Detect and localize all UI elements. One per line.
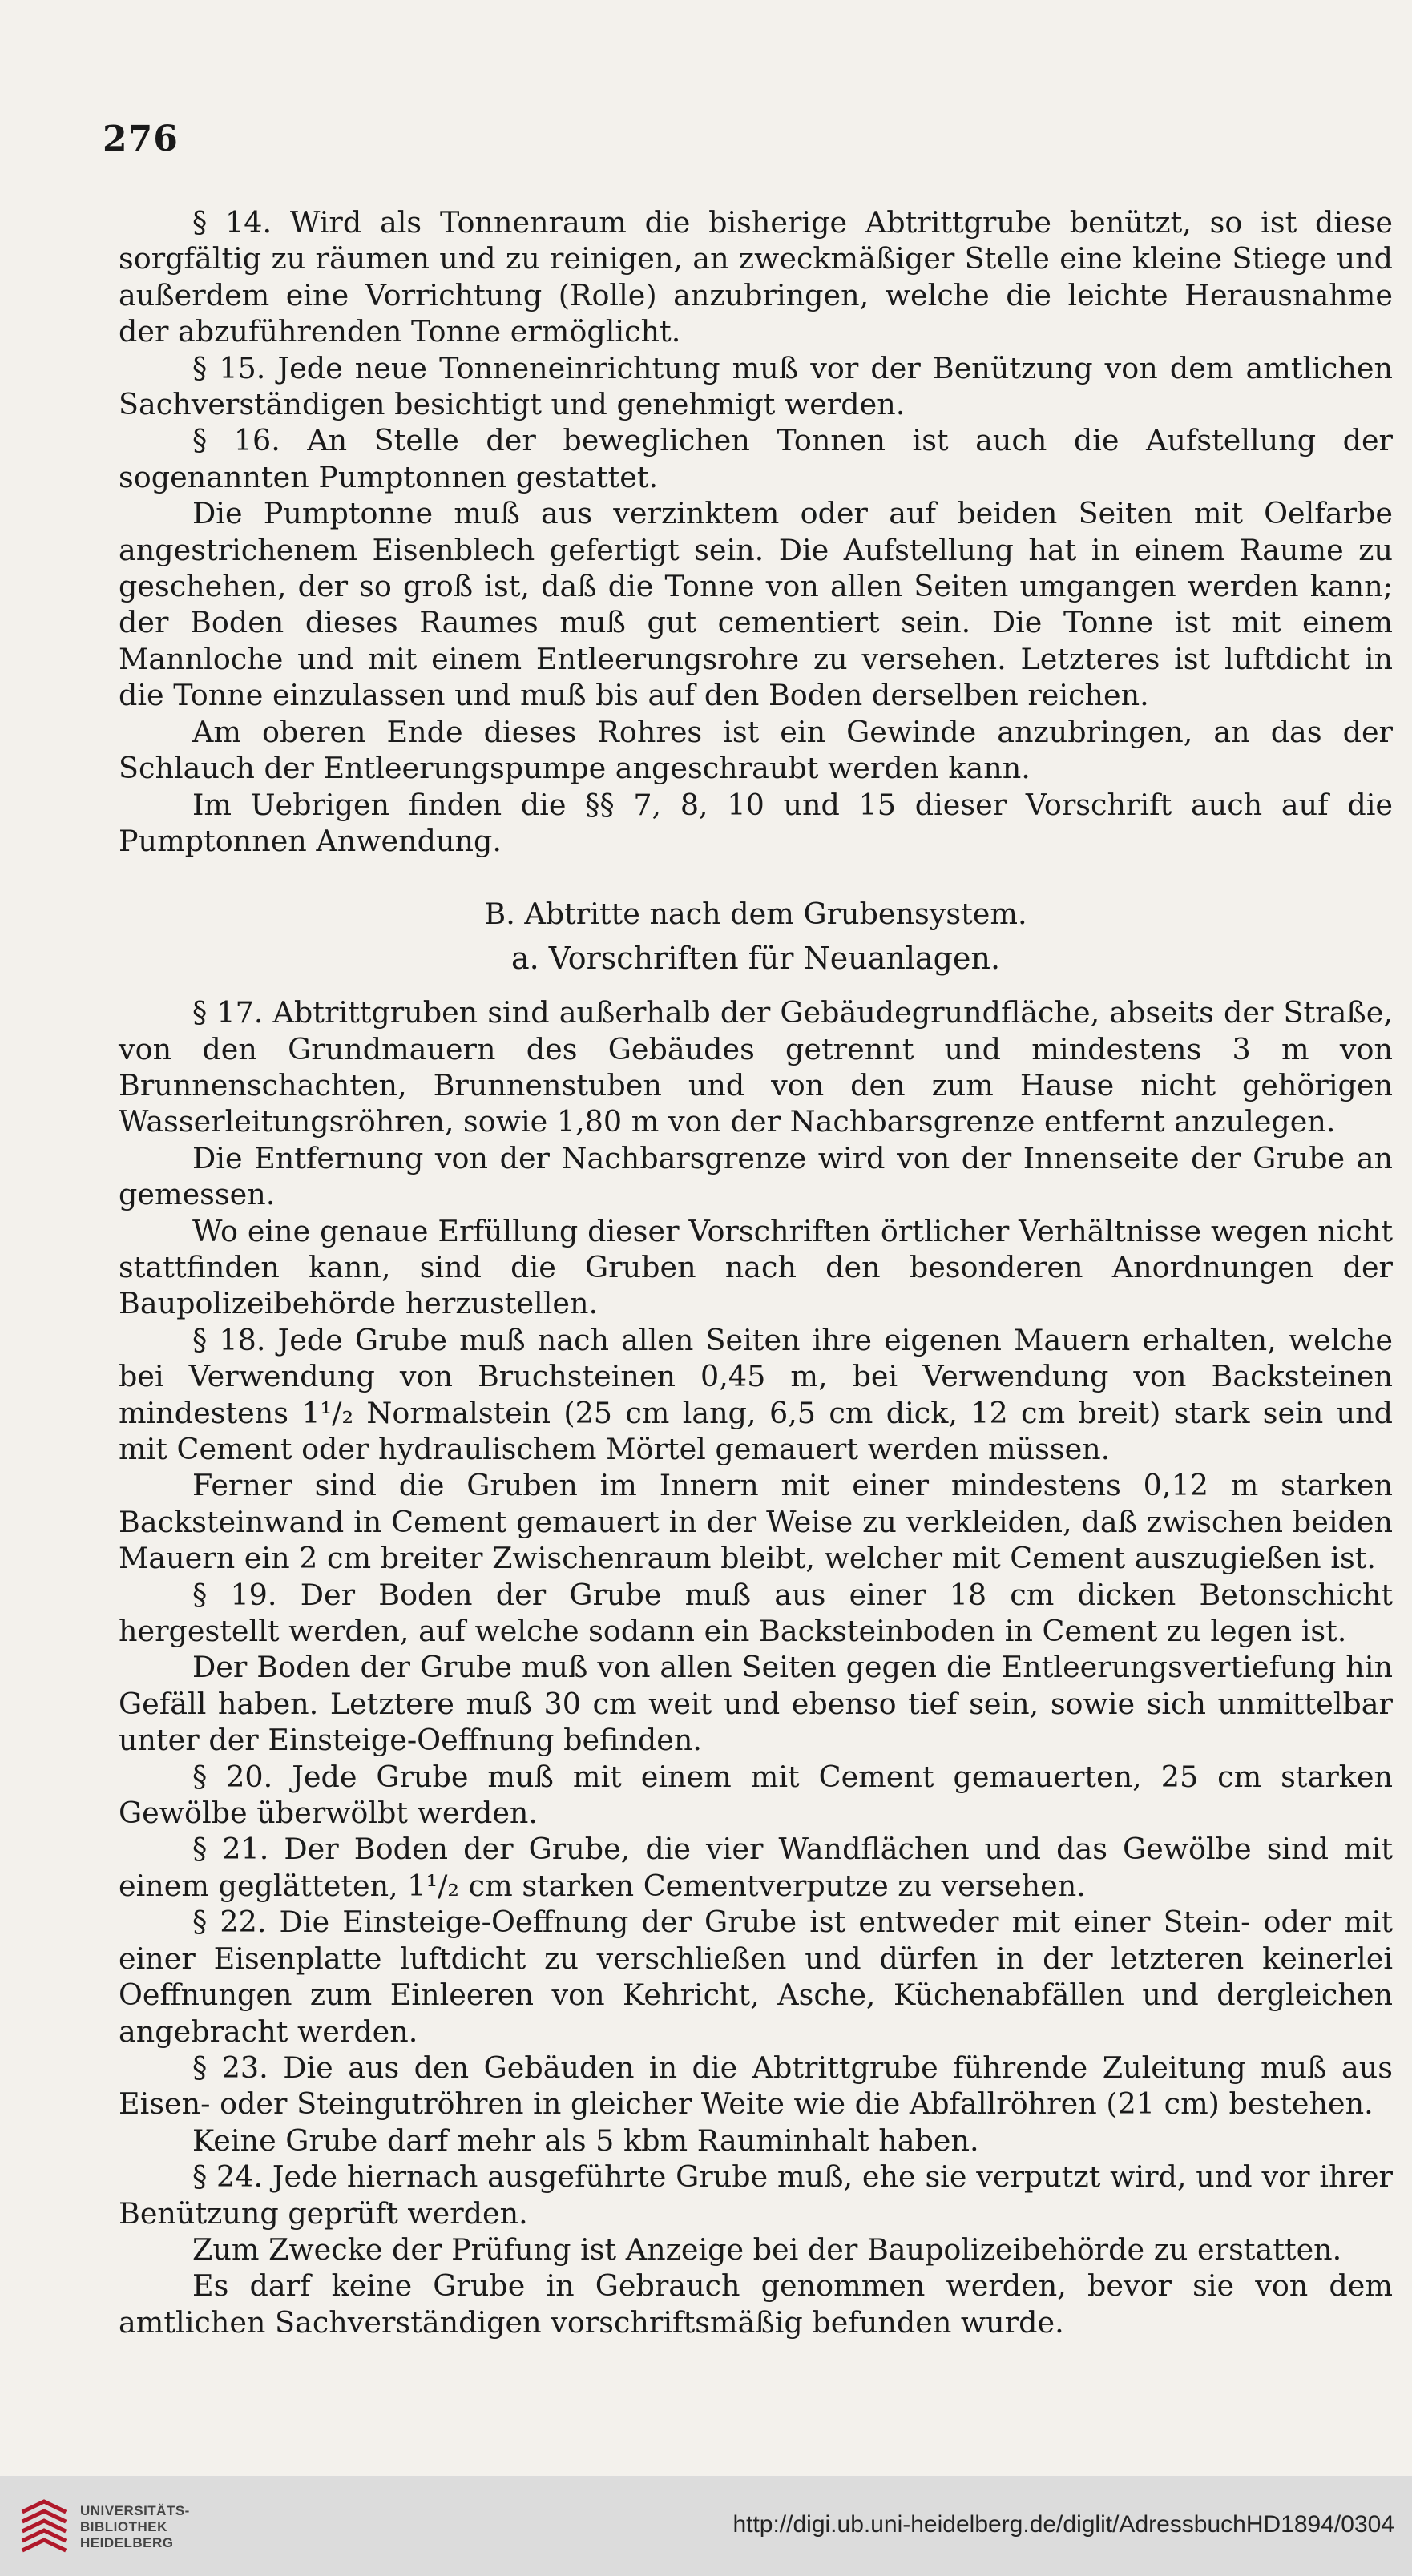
- source-url-link[interactable]: http://digi.ub.uni-heidelberg.de/diglit/AdressbuchHD1894/0304: [732, 2511, 1394, 2538]
- paragraph-18-ferner: Ferner sind die Gruben im Innern mit einer mindestens 0,12 m starken Backsteinwand in Cement gemauert in der Weise zu verkleiden, daß zwischen beiden Mauern ein 2 cm breiter Zwischenraum bleibt, welcher mit Cement auszugießen ist.: [119, 1468, 1393, 1576]
- paragraph-24-pruefung: Zum Zwecke der Prüfung ist Anzeige bei der Baupolizeibehörde zu erstatten.: [192, 2231, 1342, 2267]
- logo-line-2: BIBLIOTHEK: [80, 2519, 167, 2534]
- logo-line-3: HEIDELBERG: [80, 2535, 174, 2550]
- paragraph-19-boden: Der Boden der Grube muß von allen Seiten gegen die Entleerungsvertiefung hin Gefäll haben. Letztere muß 30 cm weit und ebenso tief sein, sowie sich unmittelbar unter der Einsteige-Oeffnung befinden.: [119, 1650, 1393, 1758]
- university-library-logo-icon: [16, 2495, 72, 2559]
- page-number: 276: [103, 119, 179, 159]
- text-body: [119, 204, 1393, 2340]
- paragraph-17: § 17. Abtrittgruben sind außerhalb der Gebäudegrundfläche, abseits der Straße, von den Grundmauern des Gebäudes getrennt und mindestens 3 m von Brunnenschachten, Brunnenstuben und von den zum Hause nicht gehörigen Wasserleitungsröhren, sowie 1,80 m von der Nachbarsgrenze entfernt anzulegen.: [119, 995, 1393, 1139]
- logo-text: [80, 2503, 190, 2551]
- paragraph-17-entfernung: Die Entfernung von der Nachbarsgrenze wird von der Innenseite der Grube an gemessen.: [119, 1140, 1393, 1212]
- paragraph-20: § 20. Jede Grube muß mit einem mit Cement gemauerten, 25 cm starken Gewölbe überwölbt werden.: [119, 1759, 1393, 1831]
- paragraph-24: § 24. Jede hiernach ausgeführte Grube muß, ehe sie verputzt wird, und vor ihrer Benützung geprüft werden.: [119, 2159, 1393, 2231]
- section-heading-a: a. Vorschriften für Neuanlagen.: [510, 940, 1001, 976]
- paragraph-16-pumptonne: Die Pumptonne muß aus verzinktem oder auf beiden Seiten mit Oelfarbe angestrichenem Eisenblech gefertigt sein. Die Aufstellung hat in einem Raume zu geschehen, der so groß ist, daß die Tonne von allen Seiten umgangen werden kann; der Boden dieses Raumes muß gut cementiert sein. Die Tonne ist mit einem Mannloche und mit einem Entleerungsrohre zu versehen. Letzteres ist luftdicht in die Tonne einzulassen und muß bis auf den Boden derselben reichen.: [119, 496, 1393, 713]
- paragraph-17-erfuellung: Wo eine genaue Erfüllung dieser Vorschriften örtlicher Verhältnisse wegen nicht stattfinden kann, sind die Gruben nach den besonderen Anordnungen der Baupolizeibehörde herzustellen.: [119, 1213, 1393, 1321]
- paragraph-16-uebrigen: Im Uebrigen finden die §§ 7, 8, 10 und 15 dieser Vorschrift auch auf die Pumptonnen Anwendung.: [119, 787, 1393, 858]
- paragraph-15: § 15. Jede neue Tonneneinrichtung muß vor der Benützung von dem amtlichen Sachverständigen besichtigt und genehmigt werden.: [119, 350, 1393, 422]
- paragraph-22: § 22. Die Einsteige-Oeffnung der Grube ist entweder mit einer Stein- oder mit einer Eisenplatte luftdicht zu verschließen und dürfen in der letzteren keinerlei Oeffnungen zum Einleeren von Kehricht, Asche, Küchenabfällen und dergleichen angebracht werden.: [119, 1905, 1393, 2049]
- footer-bar: [0, 2476, 1412, 2576]
- paragraph-21: § 21. Der Boden der Grube, die vier Wandflächen und das Gewölbe sind mit einem geglätteten, 1¹/₂ cm starken Cementverputze zu versehen.: [119, 1832, 1393, 1903]
- paragraph-14: § 14. Wird als Tonnenraum die bisherige Abtrittgrube benützt, so ist diese sorgfältig zu räumen und zu reinigen, an zweckmäßiger Stelle eine kleine Stiege und außerdem eine Vorrichtung (Rolle) anzubringen, welche die leichte Herausnahme der abzuführenden Tonne ermöglicht.: [119, 205, 1393, 349]
- paragraph-16: § 16. An Stelle der beweglichen Tonnen ist auch die Aufstellung der sogenannten Pumptonnen gestattet.: [119, 423, 1393, 494]
- section-heading-b: B. Abtritte nach dem Grubensystem.: [484, 897, 1027, 932]
- paragraph-24-gebrauch: Es darf keine Grube in Gebrauch genommen werden, bevor sie von dem amtlichen Sachverständigen vorschriftsmäßig befunden wurde.: [119, 2268, 1393, 2340]
- paragraph-18: § 18. Jede Grube muß nach allen Seiten ihre eigenen Mauern erhalten, welche bei Verwendung von Bruchsteinen 0,45 m, bei Verwendung von Backsteinen mindestens 1¹/₂ Normalstein (25 cm lang, 6,5 cm dick, 12 cm breit) stark sein und mit Cement oder hydraulischem Mörtel gemauert werden müssen.: [119, 1322, 1393, 1466]
- paragraph-19: § 19. Der Boden der Grube muß aus einer 18 cm dicken Betonschicht hergestellt werden, auf welche sodann ein Backsteinboden in Cement zu legen ist.: [119, 1577, 1393, 1649]
- paragraph-23: § 23. Die aus den Gebäuden in die Abtrittgrube führende Zuleitung muß aus Eisen- oder Steingutröhren in gleicher Weite wie die Abfallröhren (21 cm) bestehen.: [119, 2050, 1393, 2122]
- paragraph-23-keine-grube: Keine Grube darf mehr als 5 kbm Rauminhalt haben.: [192, 2122, 979, 2158]
- logo-line-1: UNIVERSITÄTS-: [80, 2503, 190, 2518]
- paragraph-16-rohr: Am oberen Ende dieses Rohres ist ein Gewinde anzubringen, an das der Schlauch der Entleerungspumpe angeschraubt werden kann.: [119, 714, 1393, 786]
